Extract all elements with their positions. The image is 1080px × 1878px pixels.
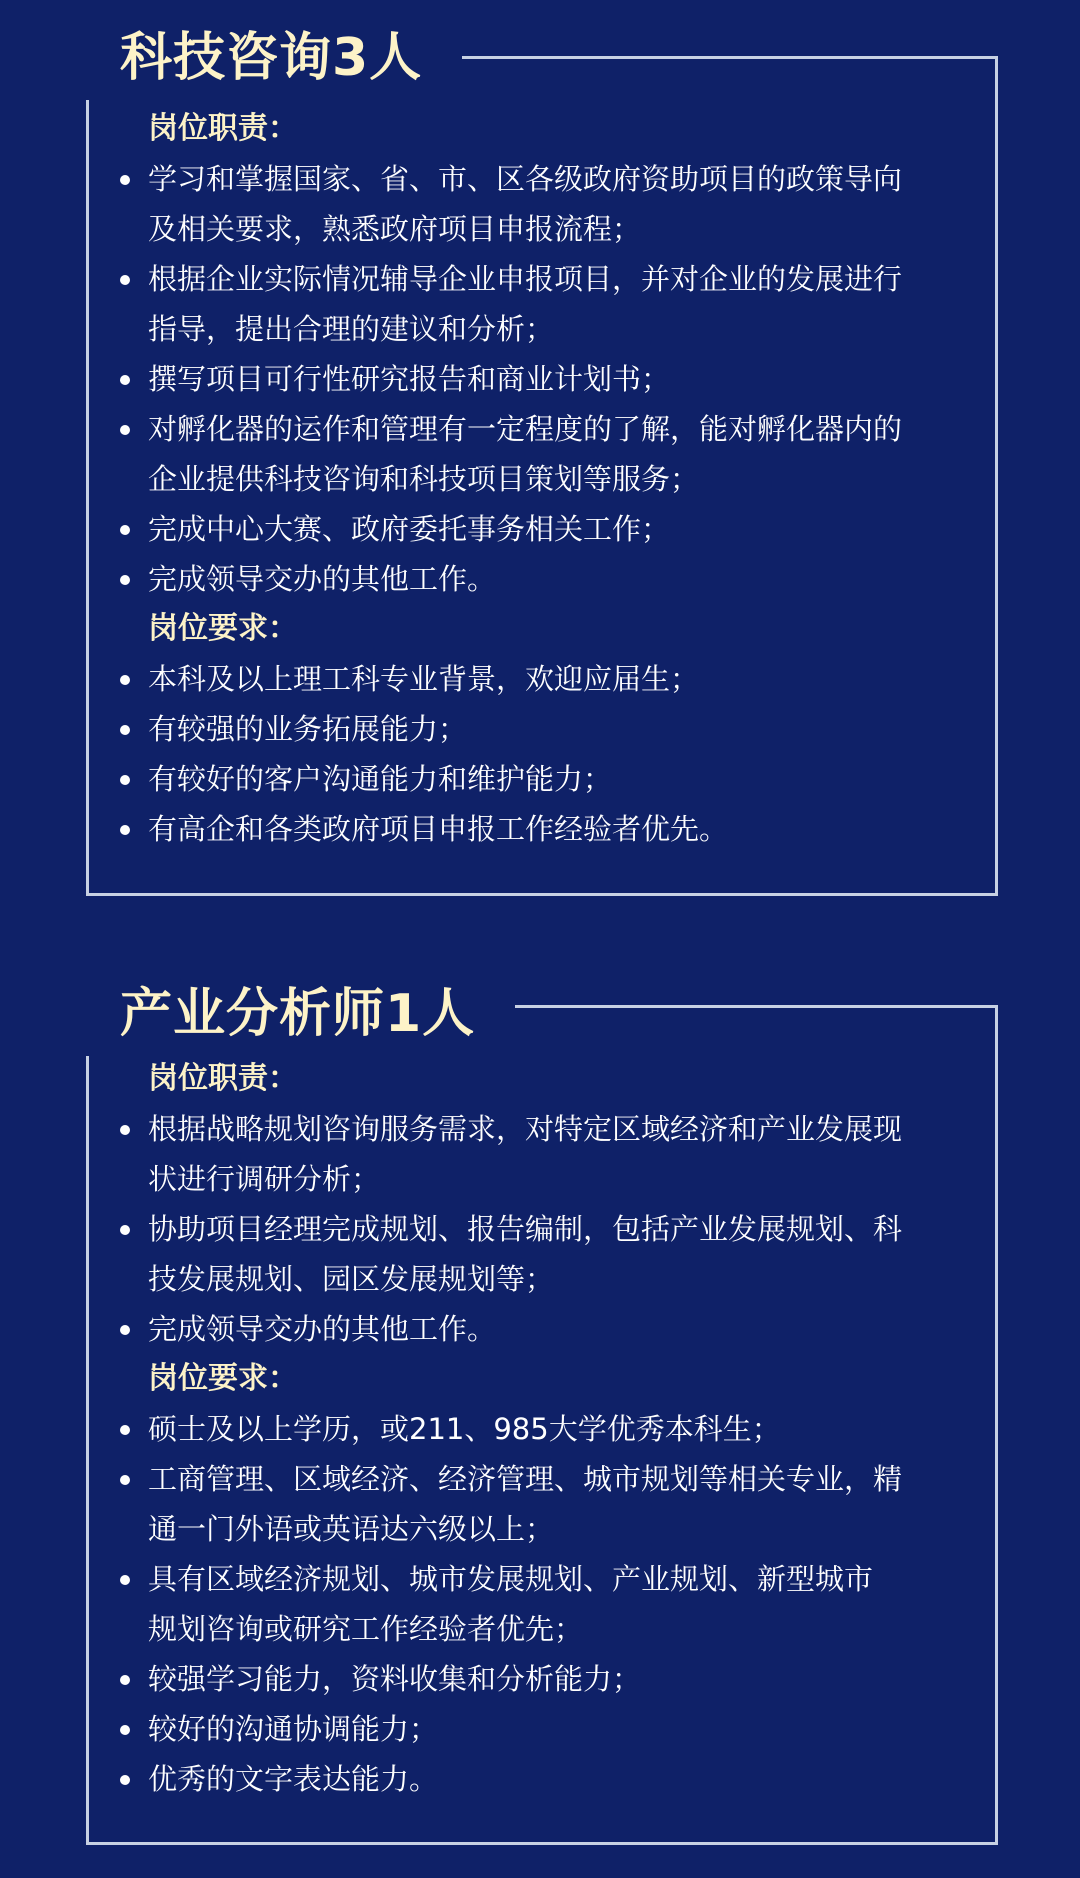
bullet-icon (120, 1325, 130, 1335)
list-item: 撰写项目可行性研究报告和商业计划书； (120, 354, 970, 404)
list-item: 学习和掌握国家、省、市、区各级政府资助项目的政策导向 及相关要求，熟悉政府项目申报流程； (120, 154, 970, 254)
list-item: 较好的沟通协调能力； (120, 1704, 970, 1754)
bullet-icon (120, 1725, 130, 1735)
job-section-tech-consulting (0, 0, 1080, 920)
list-item: 较强学习能力，资料收集和分析能力； (120, 1654, 970, 1704)
bullet-icon (120, 675, 130, 685)
job-title: 科技咨询3人 (120, 27, 423, 88)
list-item: 完成中心大赛、政府委托事务相关工作； (120, 504, 970, 554)
list-item: 本科及以上理工科专业背景，欢迎应届生； (120, 654, 970, 704)
job-content (120, 104, 970, 854)
bullet-icon (120, 725, 130, 735)
job-title-container (80, 4, 462, 100)
list-item: 协助项目经理完成规划、报告编制，包括产业发展规划、科 技发展规划、园区发展规划等； (120, 1204, 970, 1304)
bullet-icon (120, 1425, 130, 1435)
list-item: 完成领导交办的其他工作。 (120, 1304, 970, 1354)
bullet-icon (120, 375, 130, 385)
duties-heading: 岗位职责： (148, 111, 298, 146)
list-item: 优秀的文字表达能力。 (120, 1754, 970, 1804)
list-item: 具有区域经济规划、城市发展规划、产业规划、新型城市 规划咨询或研究工作经验者优先； (120, 1554, 970, 1654)
bullet-icon (120, 175, 130, 185)
job-title: 产业分析师1人 (120, 983, 476, 1044)
job-content (120, 1054, 970, 1804)
list-item: 有较好的客户沟通能力和维护能力； (120, 754, 970, 804)
job-title-container (80, 960, 515, 1056)
list-item: 完成领导交办的其他工作。 (120, 554, 970, 604)
duties-heading: 岗位职责： (148, 1061, 298, 1096)
bullet-icon (120, 525, 130, 535)
list-item: 根据企业实际情况辅导企业申报项目，并对企业的发展进行 指导，提出合理的建议和分析； (120, 254, 970, 354)
bullet-icon (120, 1125, 130, 1135)
requirements-heading: 岗位要求： (148, 1361, 298, 1396)
bullet-icon (120, 1775, 130, 1785)
list-item: 根据战略规划咨询服务需求，对特定区域经济和产业发展现 状进行调研分析； (120, 1104, 970, 1204)
bullet-icon (120, 425, 130, 435)
bullet-icon (120, 1225, 130, 1235)
bullet-icon (120, 775, 130, 785)
list-item: 对孵化器的运作和管理有一定程度的了解，能对孵化器内的 企业提供科技咨询和科技项目策划等服务； (120, 404, 970, 504)
requirements-heading: 岗位要求： (148, 611, 298, 646)
bullet-icon (120, 275, 130, 285)
job-section-industry-analyst (0, 960, 1080, 1870)
bullet-icon (120, 575, 130, 585)
bullet-icon (120, 1575, 130, 1585)
list-item: 有较强的业务拓展能力； (120, 704, 970, 754)
list-item: 有高企和各类政府项目申报工作经验者优先。 (120, 804, 970, 854)
bullet-icon (120, 825, 130, 835)
bullet-icon (120, 1475, 130, 1485)
list-item: 工商管理、区域经济、经济管理、城市规划等相关专业，精 通一门外语或英语达六级以上； (120, 1454, 970, 1554)
list-item: 硕士及以上学历，或211、985大学优秀本科生； (120, 1404, 970, 1454)
bullet-icon (120, 1675, 130, 1685)
